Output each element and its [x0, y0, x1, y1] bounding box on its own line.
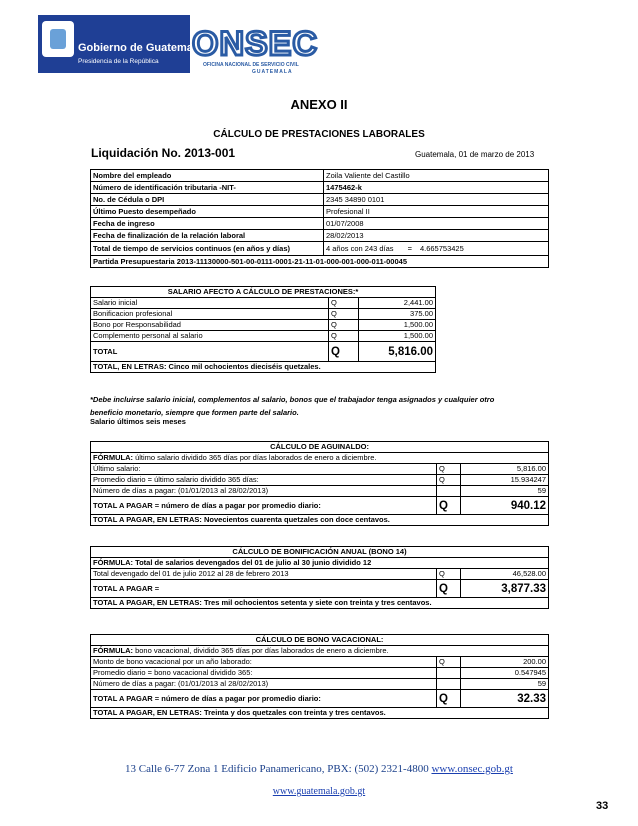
salary-note [90, 393, 550, 419]
salary-note-line1: *Debe incluirse salario inicial, complementos al salario, bonos que el trabajador tenga asignados y cualquier otro [90, 395, 495, 404]
anexo-title: ANEXO II [290, 97, 348, 112]
row-currency: Q [329, 309, 359, 320]
table-row [91, 569, 549, 580]
row-amount: 46,528.00 [461, 569, 549, 580]
formula-text: bono vacacional, dividido 365 días por días laborados de enero a diciembre. [133, 646, 389, 655]
table-row [91, 497, 549, 515]
aguinaldo-formula [91, 453, 549, 464]
table-row [91, 298, 436, 309]
total-in-words: TOTAL A PAGAR, EN LETRAS: Tres mil ochocientos setenta y siete con treinta y tres centavos. [91, 598, 549, 609]
row-label: Número de días a pagar: (01/01/2013 al 28/02/2013) [91, 679, 437, 690]
bono14-formula: FÓRMULA: Total de salarios devengados del 01 de julio al 30 junio dividido 12 [91, 558, 549, 569]
table-row [91, 453, 549, 464]
bono14-header: CÁLCULO DE BONIFICACIÓN ANUAL (BONO 14) [91, 547, 549, 558]
total-currency: Q [437, 497, 461, 515]
bono14-table [90, 546, 549, 609]
table-row [91, 442, 549, 453]
onsec-link[interactable]: www.onsec.gob.gt [431, 763, 513, 775]
formula-label: FÓRMULA: [93, 646, 133, 655]
table-row [91, 464, 549, 475]
table-row [91, 646, 549, 657]
total-label: TOTAL A PAGAR = número de días a pagar por promedio diario: [91, 690, 437, 708]
salary-note-line2: beneficio monetario, siempre que formen parte del salario. [90, 408, 299, 417]
row-label: Monto de bono vacacional por un año laborado: [91, 657, 437, 668]
total-amount: 32.33 [461, 690, 549, 708]
table-row [91, 331, 436, 342]
row-currency [437, 486, 461, 497]
table-row [91, 486, 549, 497]
page-number: 33 [596, 800, 609, 812]
partida-presupuestaria: Partida Presupuestaria 2013-11130000-501-00-0111-0001-21-11-01-000-001-000-011-00045 [91, 256, 549, 268]
row-value: Profesional II [324, 206, 549, 218]
row-amount: 200.00 [461, 657, 549, 668]
liquidacion-number: Liquidación No. 2013-001 [91, 146, 236, 160]
row-label: Fecha de finalización de la relación laboral [91, 230, 324, 242]
table-row [91, 242, 549, 256]
tiempo-value: 4 años con 243 días [326, 243, 394, 253]
total-in-words: TOTAL, EN LETRAS: Cinco mil ochocientos dieciséis quetzales. [91, 362, 436, 373]
row-label: Nombre del empleado [91, 170, 324, 182]
table-row [91, 309, 436, 320]
total-amount: 940.12 [461, 497, 549, 515]
row-label: Último Puesto desempeñado [91, 206, 324, 218]
total-currency: Q [329, 342, 359, 362]
footer-address [0, 763, 638, 775]
total-currency: Q [437, 690, 461, 708]
row-amount: 2,441.00 [359, 298, 436, 309]
row-amount: 59 [461, 679, 549, 690]
row-currency: Q [437, 569, 461, 580]
total-currency: Q [437, 580, 461, 598]
salary-header: SALARIO AFECTO A CÁLCULO DE PRESTACIONES:* [91, 287, 436, 298]
row-label: Salario inicial [91, 298, 329, 309]
table-row [91, 475, 549, 486]
total-amount: 3,877.33 [461, 580, 549, 598]
table-row [91, 708, 549, 719]
table-row [91, 668, 549, 679]
aguinaldo-header: CÁLCULO DE AGUINALDO: [91, 442, 549, 453]
row-amount: 1,500.00 [359, 320, 436, 331]
guatemala-link[interactable]: www.guatemala.gob.gt [272, 786, 366, 797]
total-label: TOTAL [91, 342, 329, 362]
total-label: TOTAL A PAGAR = [91, 580, 437, 598]
row-value: 01/07/2008 [324, 218, 549, 230]
total-in-words: TOTAL A PAGAR, EN LETRAS: Treinta y dos quetzales con treinta y tres centavos. [91, 708, 549, 719]
table-row [91, 515, 549, 526]
table-row [91, 598, 549, 609]
vacacional-table [90, 634, 549, 719]
table-row [91, 194, 549, 206]
table-row [91, 657, 549, 668]
row-amount: 5,816.00 [461, 464, 549, 475]
table-row [91, 320, 436, 331]
table-row [91, 182, 549, 194]
row-currency: Q [437, 464, 461, 475]
row-currency: Q [329, 320, 359, 331]
row-value: Zoila Valiente del Castillo [324, 170, 549, 182]
onsec-line1: OFICINA NACIONAL DE SERVICIO CIVIL [203, 62, 299, 68]
tiempo-equals: = [407, 243, 412, 253]
row-label: Número de identificación tributaria -NIT- [91, 182, 324, 194]
document-title: CÁLCULO DE PRESTACIONES LABORALES [213, 129, 425, 140]
coat-of-arms-icon [42, 21, 74, 57]
table-row [91, 287, 436, 298]
address-text: 13 Calle 6-77 Zona 1 Edificio Panamericano, PBX: (502) 2321-4800 [125, 763, 432, 775]
row-value: 1475462-k [324, 182, 549, 194]
row-currency [437, 668, 461, 679]
salary-period-note: Salario últimos seis meses [90, 417, 186, 426]
salary-table [90, 286, 436, 373]
vacacional-header: CÁLCULO DE BONO VACACIONAL: [91, 635, 549, 646]
table-row [91, 580, 549, 598]
table-row [91, 206, 549, 218]
row-currency: Q [329, 298, 359, 309]
table-row [91, 218, 549, 230]
vacacional-formula [91, 646, 549, 657]
table-row [91, 362, 436, 373]
table-row [91, 558, 549, 569]
row-label: Promedio diario = bono vacacional dividido 365: [91, 668, 437, 679]
row-currency [437, 679, 461, 690]
row-label: Número de días a pagar: (01/01/2013 al 28/02/2013) [91, 486, 437, 497]
gobierno-logo [38, 15, 203, 73]
total-amount: 5,816.00 [359, 342, 436, 362]
row-amount: 0.547945 [461, 668, 549, 679]
table-row [91, 170, 549, 182]
row-label: Complemento personal al salario [91, 331, 329, 342]
row-label: Fecha de ingreso [91, 218, 324, 230]
table-row [91, 635, 549, 646]
total-in-words: TOTAL A PAGAR, EN LETRAS: Novecientos cuarenta quetzales con doce centavos. [91, 515, 549, 526]
row-amount: 59 [461, 486, 549, 497]
row-amount: 15.934247 [461, 475, 549, 486]
table-row [91, 342, 436, 362]
gov-subtitle: Presidencia de la República [78, 58, 159, 65]
table-row [91, 230, 549, 242]
row-currency: Q [437, 475, 461, 486]
table-row [91, 690, 549, 708]
onsec-wordmark: ONSEC [192, 25, 318, 63]
footer-link-line [0, 786, 638, 797]
row-value: 2345 34890 0101 [324, 194, 549, 206]
row-label: Bonificacion profesional [91, 309, 329, 320]
tiempo-decimal: 4.665753425 [419, 243, 464, 253]
total-label: TOTAL A PAGAR = número de días a pagar por promedio diario: [91, 497, 437, 515]
aguinaldo-table [90, 441, 549, 526]
row-label: No. de Cédula o DPI [91, 194, 324, 206]
row-currency: Q [329, 331, 359, 342]
tiempo-cell [324, 242, 549, 256]
onsec-line2: GUATEMALA [252, 69, 293, 75]
row-currency: Q [437, 657, 461, 668]
formula-label: FÓRMULA: [93, 453, 133, 462]
row-amount: 1,500.00 [359, 331, 436, 342]
tiempo-label: Total de tiempo de servicios continuos (en años y días) [91, 242, 324, 256]
row-amount: 375.00 [359, 309, 436, 320]
onsec-logo [192, 25, 322, 80]
table-row [91, 679, 549, 690]
table-row [91, 256, 549, 268]
gov-title: Gobierno de Guatemala [78, 42, 203, 54]
employee-table [90, 169, 549, 268]
row-value: 28/02/2013 [324, 230, 549, 242]
document-date: Guatemala, 01 de marzo de 2013 [415, 150, 535, 159]
row-label: Total devengado del 01 de julio 2012 al 28 de febrero 2013 [91, 569, 437, 580]
row-label: Promedio diario = último salario dividido 365 días: [91, 475, 437, 486]
formula-text: último salario dividido 365 días por días laborados de enero a diciembre. [133, 453, 377, 462]
row-label: Último salario: [91, 464, 437, 475]
row-label: Bono por Responsabilidad [91, 320, 329, 331]
table-row [91, 547, 549, 558]
